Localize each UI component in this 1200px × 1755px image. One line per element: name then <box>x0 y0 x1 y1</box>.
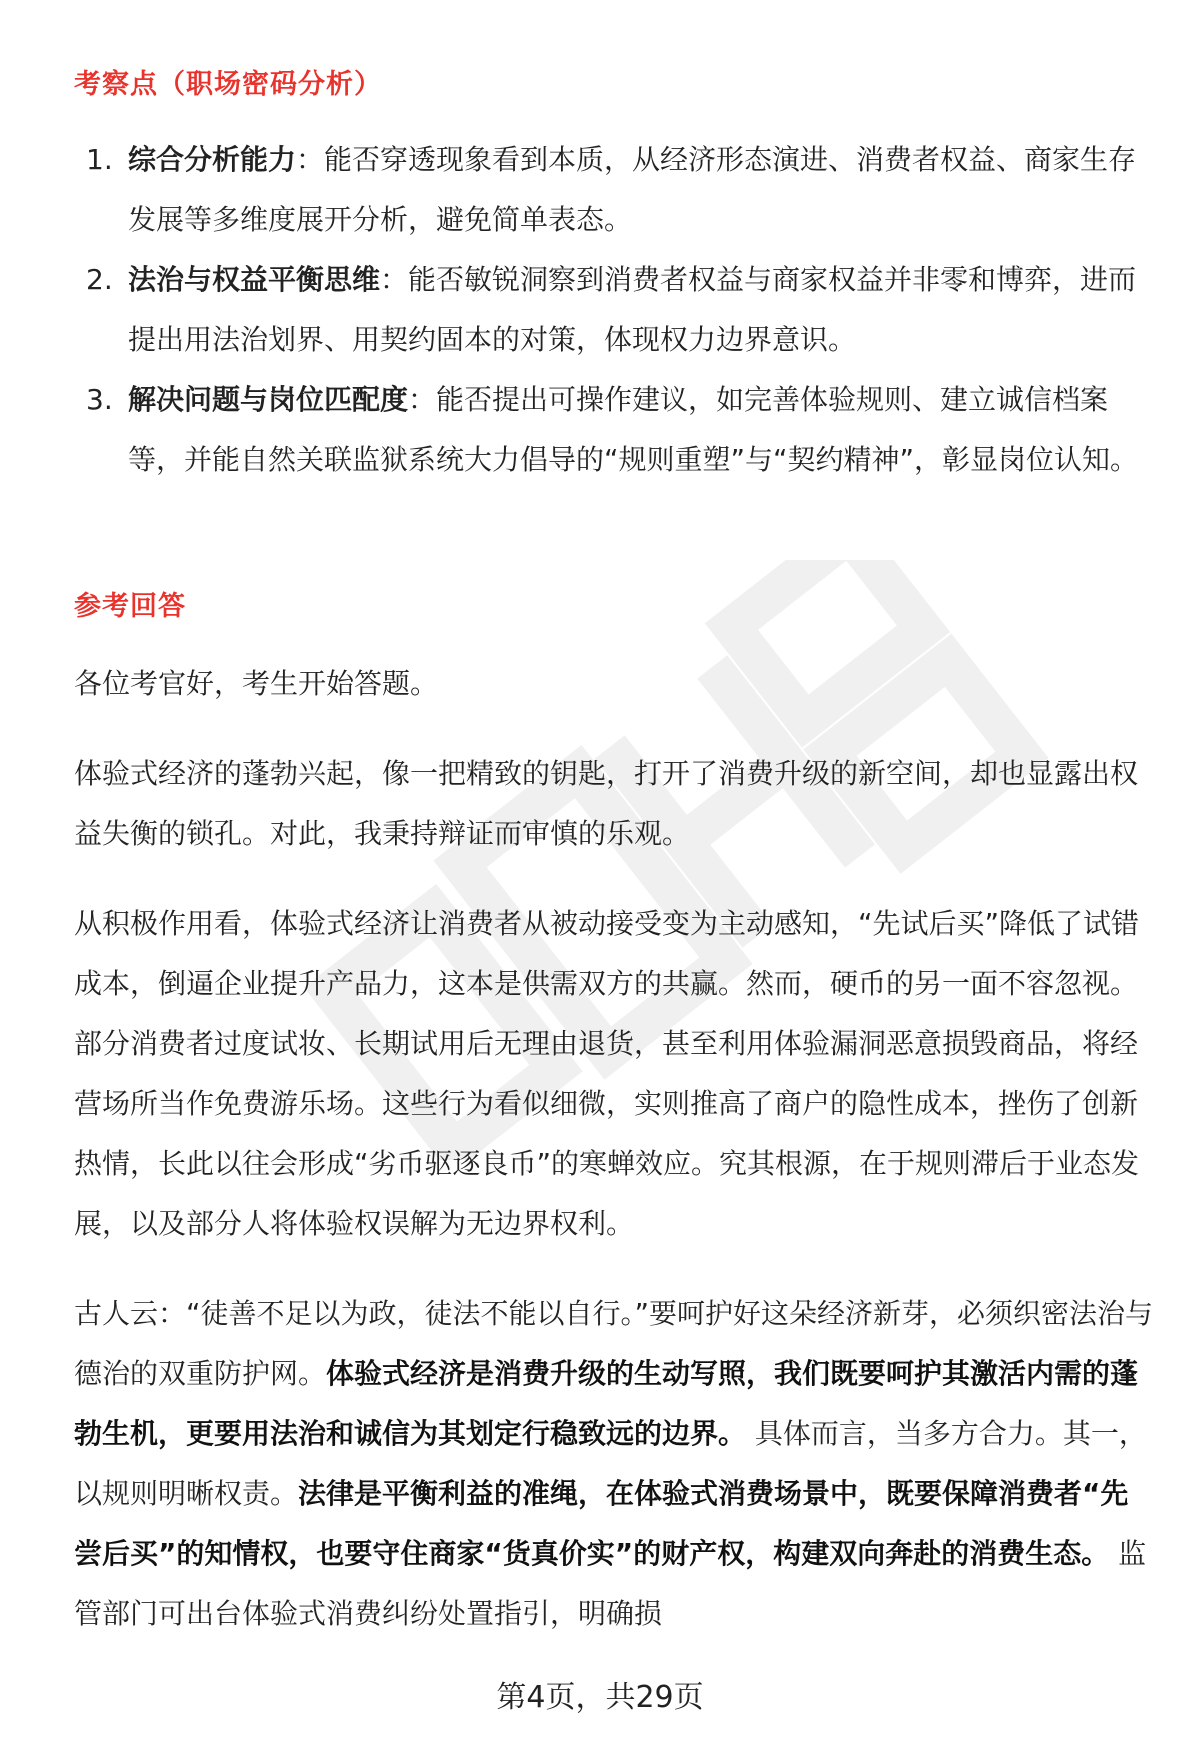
list-item-number: 3. <box>86 383 113 416</box>
answer-paragraph-greeting: 各位考官好，考生开始答题。 <box>74 667 439 700</box>
list-item-text: ：能否穿透现象看到本质，从经济形态演进、消费者权益、商家生存发展等多维度展开分析，避免简单表态。 <box>128 143 1137 236</box>
answer-paragraph-analysis: 从积极作用看，体验式经济让消费者从被动接受变为主动感知，“先试后买”降低了试错成本，倒逼企业提升产品力，这本是供需双方的共赢。然而，硬币的另一面不容忽视。部分消费者过度试妆、长期试用后无理由退货，甚至利用体验漏洞恶意损毁商品，将经营场所当作免费游乐场。这些行为看似细微，实则推高了商户的隐性成本，挫伤了创新热情，长此以往会形成“劣币驱逐良币”的寒蝉效应。究其根源，在于规则滞后于业态发展，以及部分人将体验权误解为无边界权利。 <box>74 907 1140 1240</box>
list-item-text: ：能否提出可操作建议，如完善体验规则、建立诚信档案等，并能自然关联监狱系统大力倡导的“规则重塑”与“契约精神”，彰显岗位认知。 <box>128 383 1139 476</box>
list-item-lead: 综合分析能力 <box>128 143 297 176</box>
list-item <box>74 250 1154 370</box>
assessment-points-list <box>74 130 1154 490</box>
paragraph-text: 古人云：“徒善不足以为政，徒法不能以自行。”要呵护好这朵经济新芽，必须织密法治与德治的双重防护网。 <box>74 1297 1154 1390</box>
list-item-text: ：能否敏锐洞察到消费者权益与商家权益并非零和博弈，进而提出用法治划界、用契约固本的对策，体现权力边界意识。 <box>128 263 1137 356</box>
list-item-number: 2. <box>86 263 113 296</box>
list-item-number: 1. <box>86 143 113 176</box>
answer-paragraph-intro: 体验式经济的蓬勃兴起，像一把精致的钥匙，打开了消费升级的新空间，却也显露出权益失衡的锁孔。对此，我秉持辩证而审慎的乐观。 <box>74 757 1139 850</box>
paragraph-text: 具体而言，当多方合力。其一，以规则明晰权责。 <box>74 1417 1147 1510</box>
emphasis-text: 法律是平衡利益的准绳，在体验式消费场景中，既要保障消费者“先尝后买”的知情权，也要守住商家“货真价实”的财产权，构建双向奔赴的消费生态。 <box>74 1477 1129 1570</box>
list-item <box>74 370 1154 490</box>
paragraph-text: 监管部门可出台体验式消费纠纷处置指引，明确损 <box>74 1537 1147 1630</box>
section-heading-reference-answer: 参考回答 <box>74 591 186 622</box>
answer-paragraph-measures <box>74 1284 1154 1644</box>
section-heading-assessment: 考察点（职场密码分析） <box>74 69 382 100</box>
page-number-footer: 第4页，共29页 <box>496 1680 704 1715</box>
list-item-lead: 解决问题与岗位匹配度 <box>128 383 409 416</box>
list-item-lead: 法治与权益平衡思维 <box>128 263 381 296</box>
emphasis-text: 体验式经济是消费升级的生动写照，我们既要呵护其激活内需的蓬勃生机，更要用法治和诚信为其划定行稳致远的边界。 <box>74 1357 1139 1450</box>
list-item <box>74 130 1154 250</box>
